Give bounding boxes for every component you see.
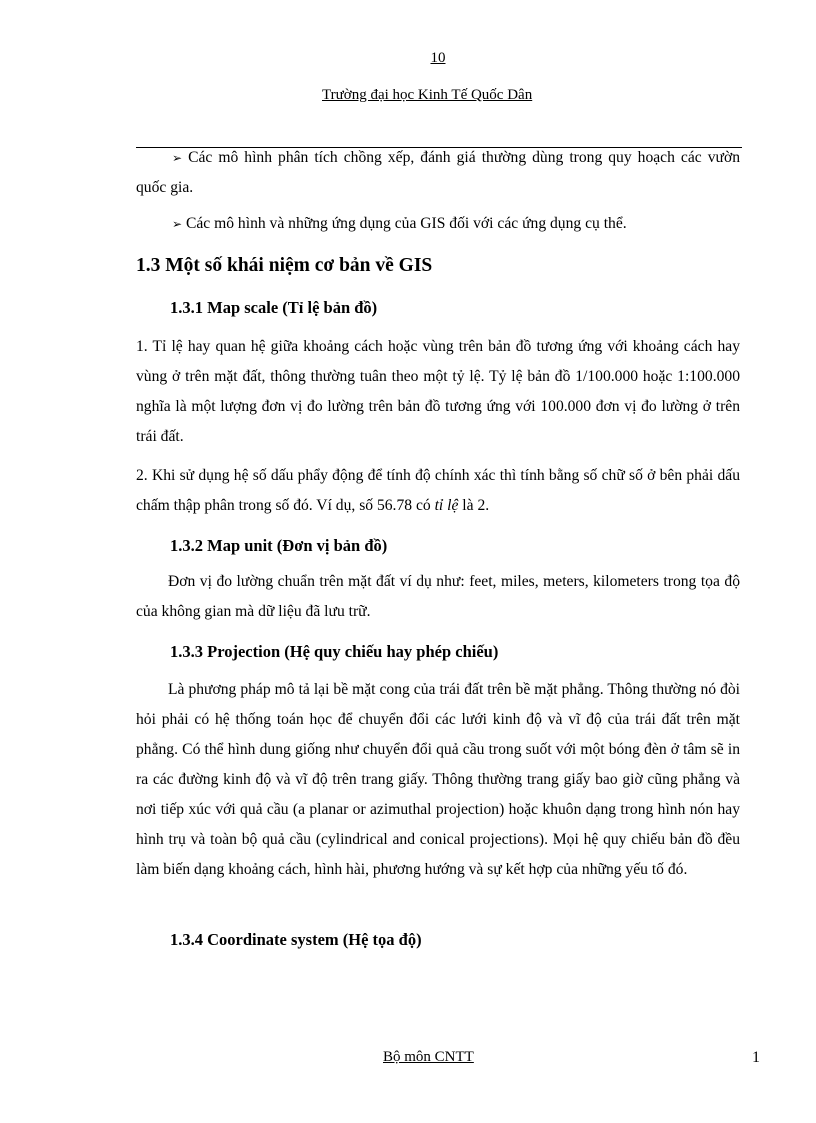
bullet-item [136,143,740,203]
projection-paragraph: Là phương pháp mô tả lại bề mặt cong của trái đất trên bề mặt phẳng. Thông thường nó đòi hỏi phải có hệ thống toán học để chuyển đổi các lưới kinh độ và vĩ độ của trái đất trên mặt phẳng. Có thể hình dung giống như chuyển đổi quả cầu trong suốt với một bóng đèn ở tâm sẽ in ra các đường kinh độ và vĩ độ trên trang giấy. Thông thường trang giấy bao giờ cũng phẳng và nơi tiếp xúc với quả cầu (a planar or azimuthal projection) hoặc khuôn dạng trong hình nón hay hình trụ và toàn bộ quả cầu (cylindrical and conical projections). Mọi hệ quy chiếu bản đồ đều làm biến dạng khoảng cách, hình hài, phương hướng và sự kết hợp của những yếu tố đó. [136,681,740,878]
subsection-heading-projection: 1.3.3 Projection (Hệ quy chiếu hay phép chiếu) [170,642,499,661]
subsection-heading-map-scale: 1.3.1 Map scale (Tỉ lệ bản đồ) [170,298,378,317]
bullet-text: Các mô hình và những ứng dụng của GIS đối với các ứng dụng cụ thể. [185,215,627,232]
arrow-bullet-icon: ➢ [172,217,183,231]
bullet-item [136,209,740,239]
header-title: Trường đại học Kinh Tế Quốc Dân [322,87,533,103]
subsection-heading-coordinate-system: 1.3.4 Coordinate system (Hệ tọa độ) [170,930,422,949]
section-heading: 1.3 Một số khái niệm cơ bản về GIS [136,255,433,276]
bullet-text: Các mô hình phân tích chồng xếp, đánh giá thường dùng trong quy hoạch các vườn quốc gia. [136,149,740,196]
map-unit-paragraph: Đơn vị đo lường chuẩn trên mặt đất ví dụ như: feet, miles, meters, kilometers trong tọa độ của không gian mà dữ liệu đã lưu trữ. [136,573,740,620]
italic-term: tỉ lệ [434,497,459,514]
map-scale-paragraph-1: 1. Tỉ lệ hay quan hệ giữa khoảng cách hoặc vùng trên bản đồ tương ứng với khoảng cách hay vùng ở trên mặt đất, thông thường tuân theo một tỷ lệ. Tỷ lệ bản đồ 1/100.000 hoặc 1:100.000 nghĩa là một lượng đơn vị đo lường trên bản đồ tương ứng với 100.000 đơn vị đo lường ở trên trái đất. [136,338,740,445]
footer-page-number: 1 [752,1049,760,1066]
arrow-bullet-icon: ➢ [172,151,183,165]
page-number: 10 [430,50,446,66]
map-scale-paragraph-2: 2. Khi sử dụng hệ số dấu phẩy động để tính độ chính xác thì tính bằng số chữ số ở bên phải dấu chấm thập phân trong số đó. Ví dụ, số 56.78 có tỉ lệ là 2. [136,467,740,514]
subsection-heading-map-unit: 1.3.2 Map unit (Đơn vị bản đồ) [170,536,388,555]
footer-department: Bộ môn CNTT [383,1049,474,1065]
